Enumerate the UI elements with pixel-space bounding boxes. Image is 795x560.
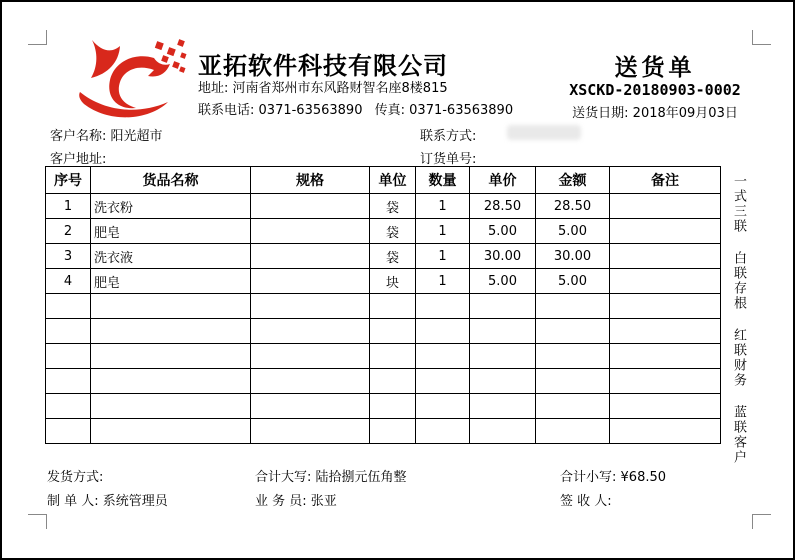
table-cell: [470, 319, 536, 344]
table-cell: [610, 369, 721, 394]
table-cell: [91, 419, 251, 444]
ship-method-line: [47, 466, 103, 485]
table-cell: [416, 294, 470, 319]
customer-name-label: 客户名称:: [50, 129, 107, 144]
table-cell: [251, 194, 370, 219]
table-cell: 4: [46, 269, 91, 294]
customer-contact-label: 联系方式:: [420, 129, 477, 144]
receiver-label: 签 收 人:: [560, 494, 612, 509]
table-cell: [416, 369, 470, 394]
salesperson-line: [255, 490, 337, 509]
table-cell: [251, 244, 370, 269]
table-cell: [46, 369, 91, 394]
table-cell: 1: [416, 194, 470, 219]
salesperson-value: 张亚: [310, 494, 337, 509]
table-cell: [370, 369, 416, 394]
table-row: [46, 369, 721, 394]
table-cell: [610, 269, 721, 294]
col-header-price: 单价: [470, 167, 536, 194]
table-cell: [251, 319, 370, 344]
customer-name-line: [50, 125, 163, 144]
table-cell: [610, 344, 721, 369]
preparer-label: 制 单 人:: [47, 494, 99, 509]
col-header-amount: 金额: [536, 167, 610, 194]
total-amount-value: ¥68.50: [620, 470, 667, 485]
table-cell: 30.00: [536, 244, 610, 269]
table-cell: [536, 294, 610, 319]
table-cell: [610, 294, 721, 319]
delivery-date-line: [567, 102, 743, 121]
table-cell: [91, 344, 251, 369]
table-cell: 5.00: [470, 269, 536, 294]
table-cell: [470, 394, 536, 419]
col-header-index: 序号: [46, 167, 91, 194]
ship-method-label: 发货方式:: [47, 470, 104, 485]
table-cell: 2: [46, 219, 91, 244]
table-row: [46, 294, 721, 319]
table-cell: [536, 344, 610, 369]
print-margin-mark-top-left: [28, 30, 47, 45]
table-cell: [370, 419, 416, 444]
table-cell: [416, 419, 470, 444]
customer-contact-line: [420, 125, 476, 144]
table-cell: [91, 369, 251, 394]
table-row: [46, 269, 721, 294]
table-cell: 洗衣粉: [91, 194, 251, 219]
table-cell: 洗衣液: [91, 244, 251, 269]
table-cell: [536, 394, 610, 419]
table-cell: [46, 419, 91, 444]
table-cell: [251, 269, 370, 294]
table-cell: [610, 219, 721, 244]
table-cell: [251, 394, 370, 419]
col-header-remarks: 备注: [610, 167, 721, 194]
table-cell: 1: [46, 194, 91, 219]
total-in-words-value: 陆拾捌元伍角整: [315, 470, 407, 485]
table-cell: 28.50: [470, 194, 536, 219]
col-header-product: 货品名称: [91, 167, 251, 194]
table-cell: [91, 294, 251, 319]
table-cell: 1: [416, 219, 470, 244]
table-cell: [536, 319, 610, 344]
table-cell: [46, 344, 91, 369]
col-header-unit: 单位: [370, 167, 416, 194]
table-cell: [416, 394, 470, 419]
company-phone-value: 0371-63563890: [258, 103, 363, 118]
document-title: 送货单: [614, 55, 696, 81]
salesperson-label: 业 务 员:: [255, 494, 307, 509]
col-header-qty: 数量: [416, 167, 470, 194]
table-cell: 3: [46, 244, 91, 269]
table-cell: 块: [370, 269, 416, 294]
table-cell: 袋: [370, 219, 416, 244]
document-number: XSCKD-20180903-0002: [569, 81, 741, 99]
table-cell: [46, 319, 91, 344]
total-amount-label: 合计小写:: [560, 470, 617, 485]
customer-name-value: 阳光超市: [110, 129, 163, 144]
delivery-date-value: 2018年09月03日: [632, 106, 738, 121]
table-cell: [416, 319, 470, 344]
table-cell: [46, 394, 91, 419]
table-cell: 肥皂: [91, 219, 251, 244]
receiver-line: [560, 490, 612, 509]
total-amount-line: [560, 466, 666, 485]
print-margin-mark-bottom-right: [752, 514, 771, 529]
customer-address-label: 客户地址:: [50, 152, 107, 167]
table-cell: 30.00: [470, 244, 536, 269]
print-margin-mark-bottom-left: [28, 514, 47, 529]
table-cell: 1: [416, 244, 470, 269]
company-phone-line: [198, 99, 513, 118]
table-row: [46, 244, 721, 269]
table-cell: 袋: [370, 194, 416, 219]
table-cell: [416, 344, 470, 369]
customer-address-line: [50, 148, 106, 167]
table-cell: [610, 419, 721, 444]
items-table: [45, 166, 721, 444]
table-cell: 5.00: [470, 219, 536, 244]
table-cell: [470, 294, 536, 319]
table-cell: [536, 369, 610, 394]
table-cell: [251, 219, 370, 244]
table-cell: [470, 369, 536, 394]
preparer-value: 系统管理员: [102, 494, 168, 509]
col-header-spec: 规格: [251, 167, 370, 194]
company-address-label: 地址:: [198, 81, 229, 96]
table-cell: [470, 344, 536, 369]
company-logo-bird-icon: [58, 36, 188, 126]
table-cell: [610, 244, 721, 269]
order-number-label: 订货单号:: [420, 152, 477, 167]
table-cell: [91, 319, 251, 344]
table-cell: 袋: [370, 244, 416, 269]
company-phone-label: 联系电话:: [198, 103, 255, 118]
table-cell: 5.00: [536, 219, 610, 244]
total-in-words-line: [255, 466, 407, 485]
table-cell: [610, 319, 721, 344]
preparer-line: [47, 490, 168, 509]
table-cell: [91, 394, 251, 419]
delivery-date-label: 送货日期:: [572, 106, 629, 121]
table-row: [46, 219, 721, 244]
table-cell: 肥皂: [91, 269, 251, 294]
table-cell: [370, 394, 416, 419]
table-cell: [370, 344, 416, 369]
table-row: [46, 419, 721, 444]
table-cell: [536, 419, 610, 444]
company-fax-value: 0371-63563890: [409, 103, 514, 118]
table-cell: [610, 194, 721, 219]
items-table-header-row: [46, 167, 721, 194]
company-address-line: [198, 77, 448, 96]
table-cell: [610, 394, 721, 419]
company-name: 亚拓软件科技有限公司: [198, 52, 448, 80]
table-row: [46, 319, 721, 344]
order-number-line: [420, 148, 476, 167]
table-cell: [370, 319, 416, 344]
table-cell: [46, 294, 91, 319]
table-cell: [251, 419, 370, 444]
total-in-words-label: 合计大写:: [255, 470, 312, 485]
print-margin-mark-top-right: [752, 30, 771, 45]
table-cell: [251, 294, 370, 319]
table-cell: 28.50: [536, 194, 610, 219]
table-cell: [251, 344, 370, 369]
table-cell: [370, 294, 416, 319]
table-cell: 5.00: [536, 269, 610, 294]
company-address-value: 河南省郑州市东风路财智名座8楼815: [232, 81, 448, 96]
table-row: [46, 394, 721, 419]
table-row: [46, 344, 721, 369]
table-cell: [470, 419, 536, 444]
table-cell: [251, 369, 370, 394]
copy-distribution-note: 一式三联 白联存根 红联财务 蓝联客户: [731, 174, 746, 465]
redacted-contact-value: [507, 125, 581, 140]
table-cell: 1: [416, 269, 470, 294]
company-fax-label: 传真:: [374, 103, 406, 118]
items-table-body: [46, 194, 721, 444]
table-row: [46, 194, 721, 219]
